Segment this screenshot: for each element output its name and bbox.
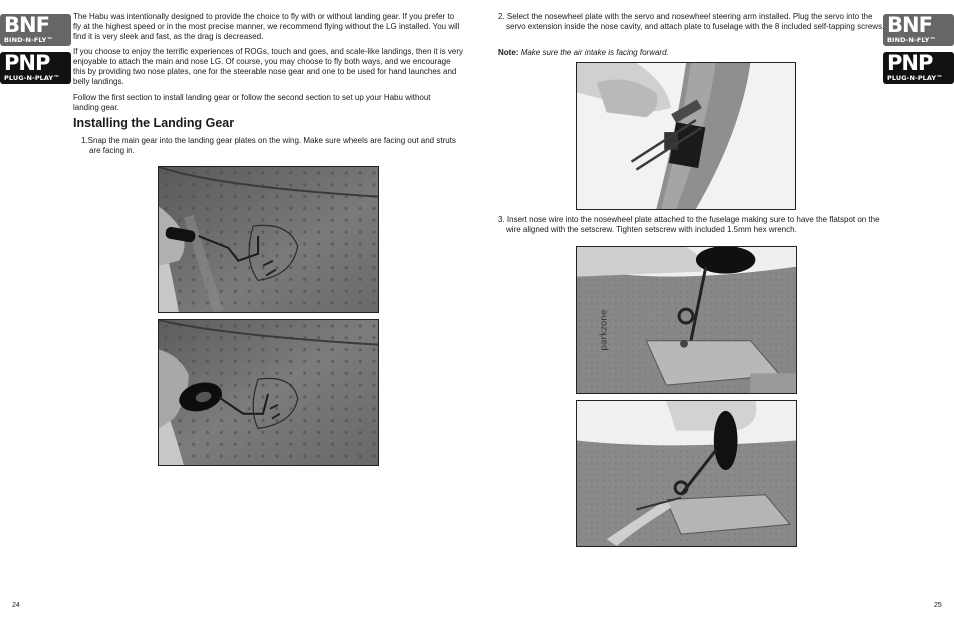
photo-nosewheel-plate: [576, 62, 796, 210]
photo-nosewheel-plate-image: [577, 63, 795, 209]
intro-paragraph-3: Follow the first section to install landing gear or follow the second section to set up your Habu without landing gear.: [73, 93, 431, 112]
note-line: [498, 48, 878, 58]
bnf-logo-subtext: BIND-N-FLY™: [887, 36, 937, 44]
photo-main-gear-wheel: [158, 319, 379, 466]
note-text: Make sure the air intake is facing forward.: [520, 48, 669, 57]
bnf-logo-text: BNF: [4, 13, 49, 37]
pnp-badge-right: [883, 52, 954, 84]
step-1-text: 1.Snap the main gear into the landing gear plates on the wing. Make sure wheels are facing out and struts are facing in.: [81, 136, 456, 155]
pnp-logo-subtext: PLUG-N-PLAY™: [887, 74, 943, 82]
intro-paragraph-2: If you choose to enjoy the terrific experiences of ROGs, touch and goes, and scale-like landings, then it is very enjoyable to attach the main and nose LG. Of course, you may choose to fly both ways, and we encourage this by providing two nose plates, one for the steerable nose gear and one to be used for hand launches and belly landings.: [73, 47, 463, 86]
photo-main-gear-wire: [158, 166, 379, 313]
bnf-badge-right: [883, 14, 954, 46]
page-number-right: 25: [934, 602, 942, 609]
photo-nose-wire-insert-image: [577, 247, 796, 393]
parkzone-decal: parkzone: [599, 309, 610, 351]
photo-nose-wire-insert: [576, 246, 797, 394]
note-label: Note:: [498, 48, 519, 57]
bnf-logo-text: BNF: [887, 13, 932, 37]
section-heading: Installing the Landing Gear: [73, 116, 235, 130]
photo-main-gear-wheel-image: [159, 320, 378, 465]
pnp-logo-text: PNP: [4, 51, 50, 75]
step-2-text: 2. Select the nosewheel plate with the servo and nosewheel steering arm installed. Plug the servo into the servo extension inside the nose cavity, and attach plate to fuselage with the 8 included self-tapping screws.: [498, 12, 885, 31]
pnp-logo-subtext: PLUG-N-PLAY™: [4, 74, 60, 82]
step-3-text: 3. Insert nose wire into the nosewheel plate attached to the fuselage making sure to have the flatspot on the wire aligned with the setscrew. Tighten setscrew with included 1.5mm hex wrench.: [498, 215, 880, 234]
page-number-left: 24: [12, 602, 20, 609]
bnf-badge-left: [0, 14, 71, 46]
photo-setscrew-tighten: [576, 400, 797, 547]
bnf-logo-subtext: BIND-N-FLY™: [4, 36, 54, 44]
intro-paragraph-1: The Habu was intentionally designed to provide the choice to fly with or without landing gear. If you prefer to fly at the highest speed or in the most precise manner, we recommend flying without the LG installed. You will find it is very sleek and fast, as the drag is decreased.: [73, 12, 460, 41]
photo-main-gear-wire-image: [159, 167, 378, 312]
pnp-logo-text: PNP: [887, 51, 933, 75]
pnp-badge-left: [0, 52, 71, 84]
photo-setscrew-tighten-image: [577, 401, 796, 546]
